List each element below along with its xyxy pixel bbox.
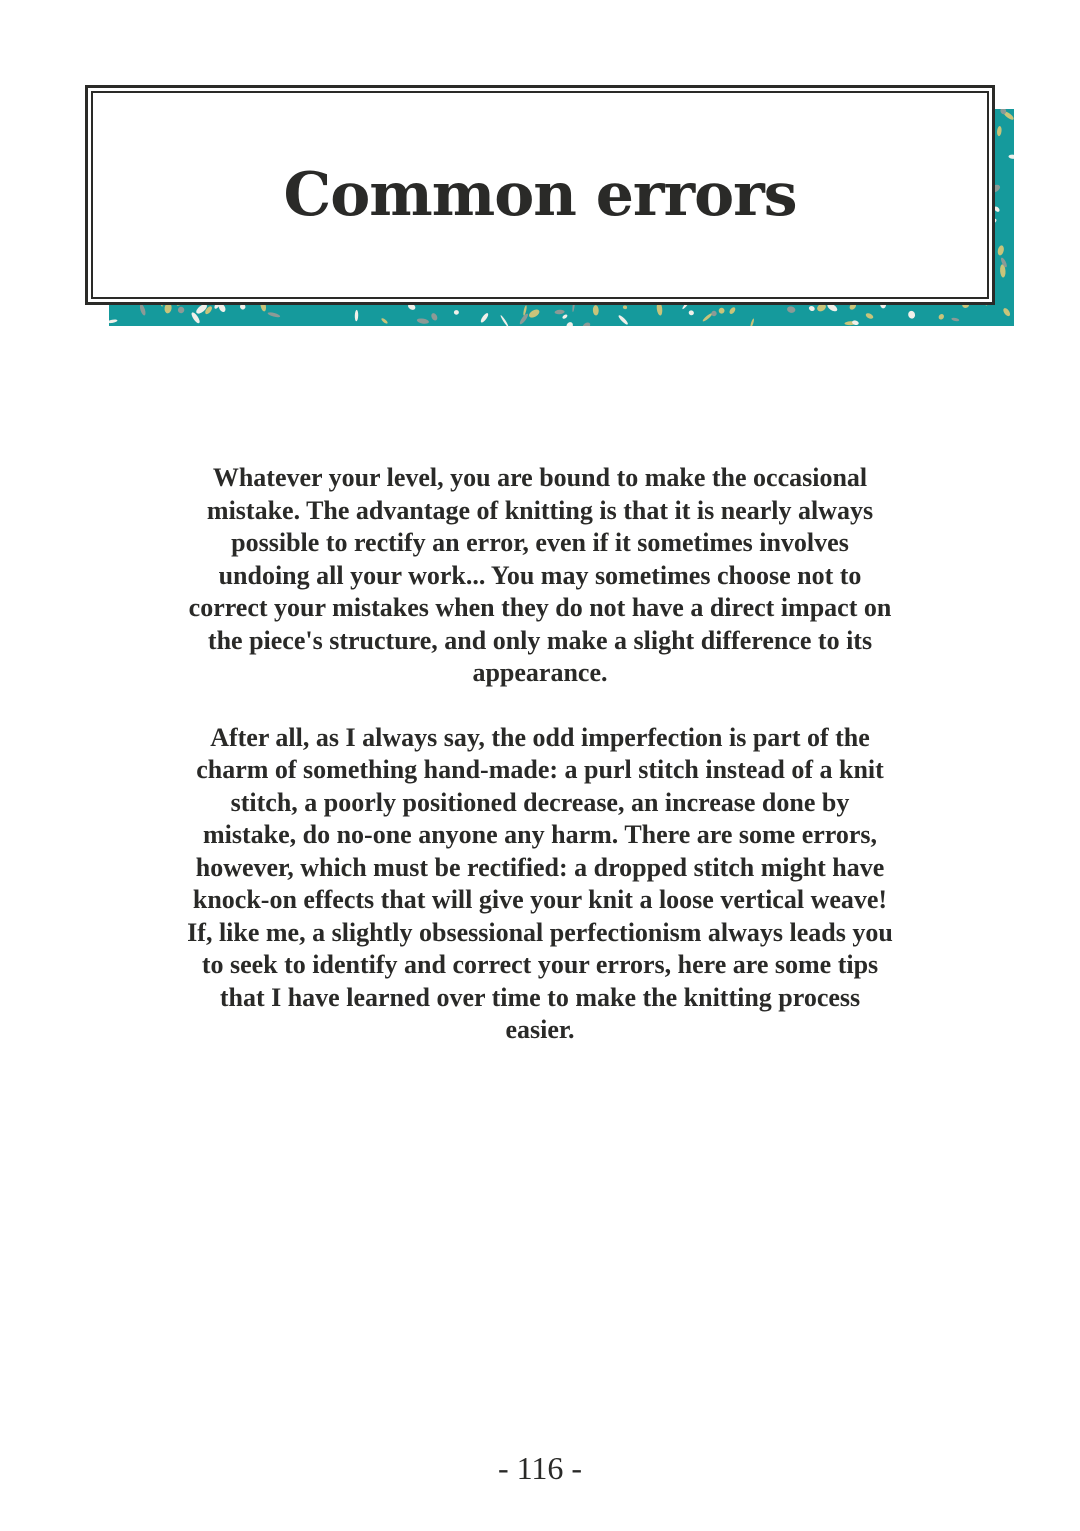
leaf-shape (786, 305, 796, 313)
leaf-shape (430, 312, 438, 321)
leaf-shape (109, 319, 118, 324)
leaf-shape (997, 126, 1002, 137)
leaf-shape (711, 311, 717, 317)
page-number: - 116 - (497, 1450, 583, 1486)
leaf-shape (617, 314, 628, 325)
leaf-shape (808, 305, 815, 312)
leaf-shape (500, 315, 509, 326)
body-text (185, 462, 895, 1079)
leaf-shape (688, 310, 694, 316)
leaf-shape (480, 312, 490, 324)
leaf-shape (623, 305, 628, 309)
leaf-shape (528, 308, 541, 320)
leaf-shape (139, 304, 147, 317)
leaf-shape (355, 310, 359, 322)
title-frame (85, 85, 995, 305)
leaf-shape (907, 310, 916, 319)
leaf-shape (951, 317, 959, 322)
leaf-shape (997, 245, 1005, 256)
paragraph-2: After all, as I always say, the odd imperfection is part of the charm of something hand-made: a purl stitch instead of a knit stitch, a poorly positioned decrease, an increase done by mistake, do no-one anyone any harm. There are some errors, however, which must be rectified: a dropped stitch might have knock-on effects that will give your knit a loose vertical weave! If, like me, a slightly obsessional perfectionism always leads you to seek to identify and correct your errors, here are some tips that I have learned over time to make the knitting process easier. (187, 722, 893, 1044)
leaf-shape (593, 305, 599, 316)
leaf-shape (718, 307, 726, 315)
paragraph-1: Whatever your level, you are bound to make the occasional mistake. The advantage of knitting is that it is nearly always possible to rectify an error, even if it sometimes involves undoing all your work... You may sometimes choose not to correct your mistakes when they do not have a direct impact on the piece's structure, and only make a slight difference to its appearance. (188, 463, 892, 687)
leaf-shape (416, 318, 429, 325)
leaf-shape (177, 305, 186, 314)
leaf-shape (562, 314, 569, 320)
leaf-shape (750, 318, 755, 326)
leaf-shape (1008, 154, 1014, 159)
leaf-shape (728, 306, 736, 315)
page-title: Common errors (283, 160, 797, 230)
leaf-shape (381, 317, 389, 324)
leaf-shape (938, 313, 946, 321)
leaf-shape (454, 310, 459, 315)
leaf-shape (565, 321, 574, 326)
leaf-shape (554, 309, 564, 314)
leaf-shape (865, 312, 874, 320)
leaf-shape (1002, 307, 1011, 317)
leaf-shape (581, 321, 591, 326)
leaf-shape (267, 311, 280, 318)
